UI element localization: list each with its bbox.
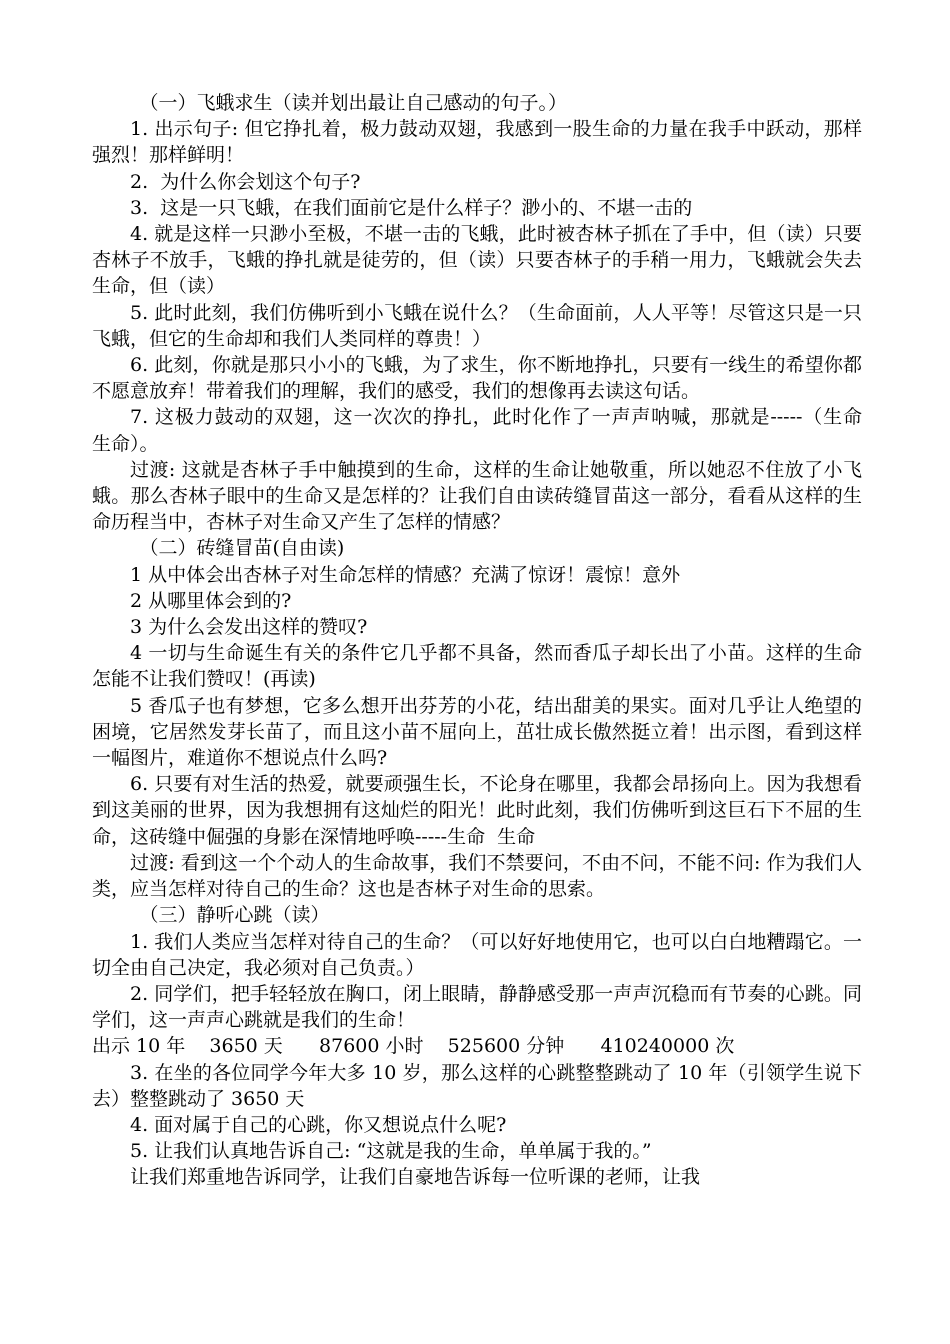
document-page xyxy=(92,90,875,1191)
paragraph: 4. 面对属于自己的心跳，你又想说点什么呢? xyxy=(130,1113,507,1136)
paragraph: 5 香瓜子也有梦想，它多么想开出芬芳的小花，结出甜美的果实。面对几乎让人绝望的困境，它居然发芽长苗了，而且这小苗不屈向上，茁壮成长傲然挺立着！出示图，看到这样一幅图片，难道你不想说点什么吗? xyxy=(92,694,862,770)
paragraph: 6. 只要有对生活的热爱，就要顽强生长，不论身在哪里，我都会昂扬向上。因为我想看到这美丽的世界，因为我想拥有这灿烂的阳光！此时此刻，我们仿佛听到这巨石下不屈的生命，这砖缝中倔强的身影在深情地呼唤-----生命 生命 xyxy=(92,773,862,848)
paragraph: 2. 同学们，把手轻轻放在胸口，闭上眼睛，静静感受那一声声沉稳而有节奏的心跳。同学们，这一声声心跳就是我们的生命！ xyxy=(92,982,862,1032)
paragraph: 2. 为什么你会划这个句子? xyxy=(130,170,361,193)
paragraph: 1. 我们人类应当怎样对待自己的生命？（可以好好地使用它，也可以白白地糟蹋它。一切全由自己决定，我必须对自己负责。） xyxy=(92,930,862,979)
paragraph: 4. 就是这样一只渺小至极，不堪一击的飞蛾，此时被杏林子抓在了手中，但（读）只要杏林子不放手，飞蛾的挣扎就是徒劳的，但（读）只要杏林子的手稍一用力，飞蛾就会失去生命，但（读） xyxy=(92,223,862,298)
paragraph: 1. 出示句子: 但它挣扎着，极力鼓动双翅，我感到一股生命的力量在我手中跃动，那样强烈！那样鲜明！ xyxy=(92,118,862,167)
paragraph: 4 一切与生命诞生有关的条件它几乎都不具备，然而香瓜子却长出了小苗。这样的生命怎能不让我们赞叹！(再读) xyxy=(92,642,862,691)
paragraph: 3. 这是一只飞蛾，在我们面前它是什么样子？渺小的、不堪一击的 xyxy=(130,196,693,219)
paragraph: 2 从哪里体会到的? xyxy=(130,589,292,612)
paragraph: 1 从中体会出杏林子对生命怎样的情感？充满了惊讶！震惊！意外 xyxy=(130,563,681,586)
section-heading: （二）砖缝冒苗(自由读) xyxy=(139,537,345,560)
section-heading: （一）飞蛾求生（读并划出最让自己感动的句子。） xyxy=(139,92,568,114)
paragraph: 出示 10 年 3650 天 87600 小时 525600 分钟 410240000 次 xyxy=(92,1035,735,1058)
paragraph: 5. 让我们认真地告诉自己: “这就是我的生命，单单属于我的。” xyxy=(130,1140,652,1163)
section-heading: （三）静听心跳（读） xyxy=(139,904,330,927)
paragraph: 过渡: 看到这一个个动人的生命故事，我们不禁要问，不由不问，不能不问: 作为我们人类，应当怎样对待自己的生命？这也是杏林子对生命的思索。 xyxy=(92,851,862,901)
paragraph: 3. 在坐的各位同学今年大多 10 岁，那么这样的心跳整整跳动了 10 年（引领学生说下去）整整跳动了 3650 天 xyxy=(92,1061,862,1110)
paragraph: 让我们郑重地告诉同学，让我们自豪地告诉每一位听课的老师，让我 xyxy=(130,1166,701,1189)
paragraph: 6. 此刻，你就是那只小小的飞蛾，为了求生，你不断地挣扎，只要有一线生的希望你都不愿意放弃！带着我们的理解，我们的感受，我们的想像再去读这句话。 xyxy=(92,354,862,403)
paragraph: 7. 这极力鼓动的双翅，这一次次的挣扎，此时化作了一声声呐喊，那就是-----（生命 生命）。 xyxy=(92,406,875,455)
paragraph: 过渡: 这就是杏林子手中触摸到的生命，这样的生命让她敬重，所以她忍不住放了小飞蛾。那么杏林子眼中的生命又是怎样的？让我们自由读砖缝冒苗这一部分，看看从这样的生命历程当中，杏林子对生命又产生了怎样的情感？ xyxy=(92,458,862,534)
paragraph: 3 为什么会发出这样的赞叹? xyxy=(130,616,368,639)
paragraph: 5. 此时此刻，我们仿佛听到小飞蛾在说什么？（生命面前，人人平等！尽管这只是一只飞蛾，但它的生命却和我们人类同样的尊贵！） xyxy=(92,301,862,350)
